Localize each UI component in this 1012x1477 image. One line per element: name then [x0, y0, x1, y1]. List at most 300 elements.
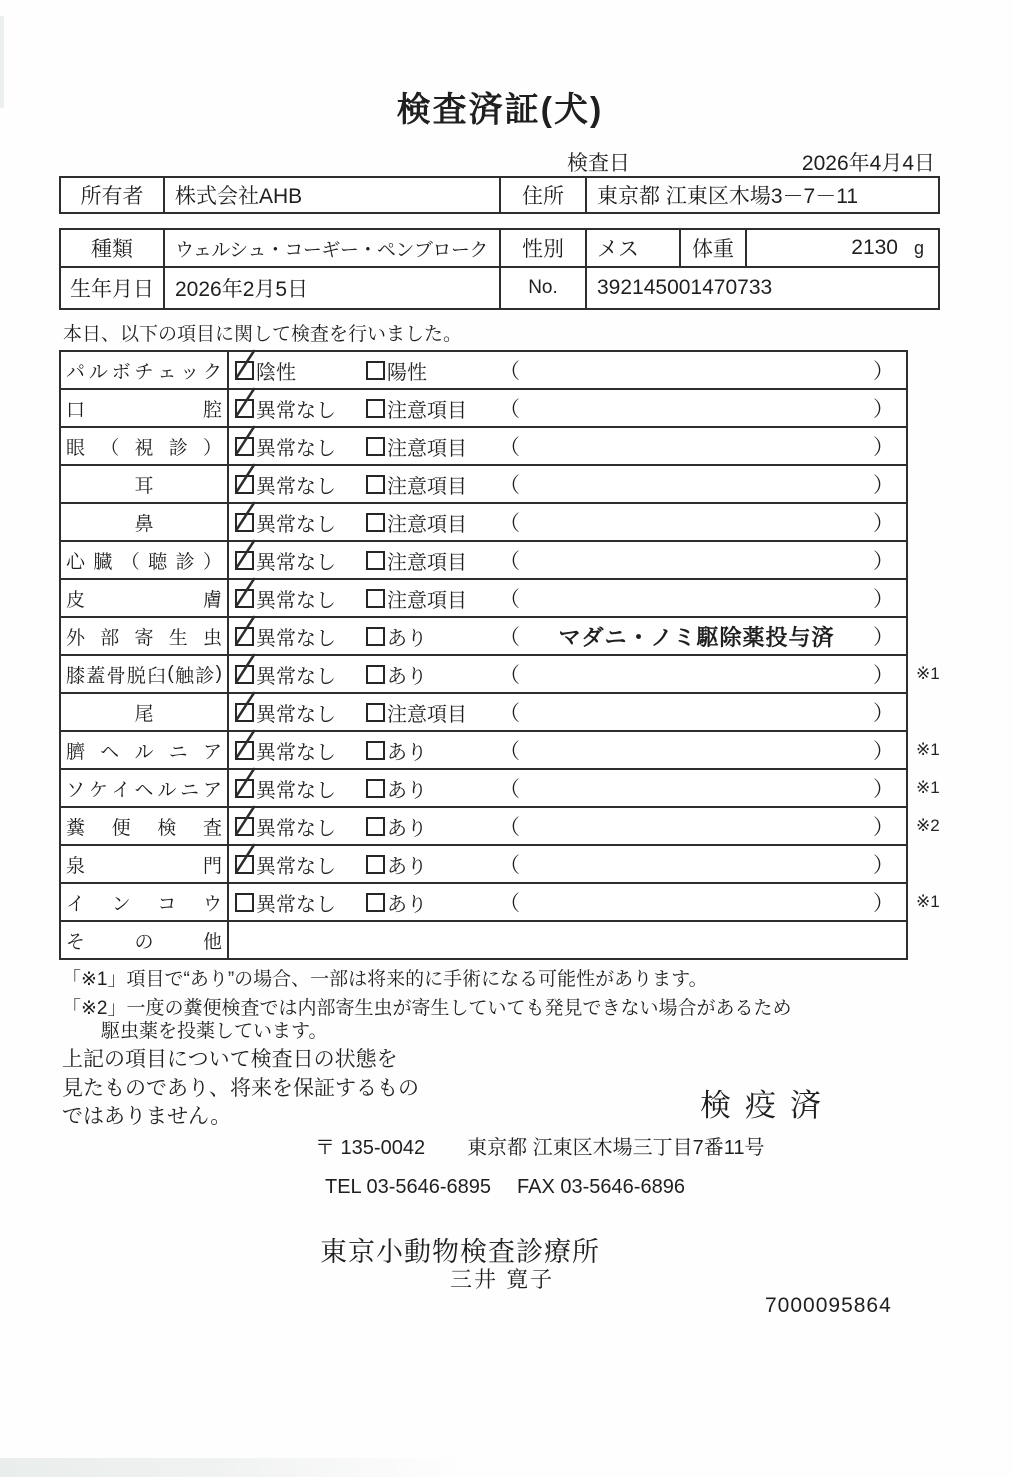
checkbox-icon [366, 741, 385, 760]
exam-option-1 [235, 888, 366, 917]
exam-item-char: チ [134, 361, 154, 383]
exam-option-1 [235, 546, 366, 575]
exam-item-char: 生 [168, 627, 188, 649]
exam-option-2 [366, 470, 499, 499]
footnote-2-line1: 「※2」一度の糞便検査では内部寄生虫が寄生していても発見できない場合があるため [62, 998, 792, 1019]
exam-option-2 [366, 812, 499, 841]
checkbox-icon [366, 361, 385, 380]
exam-item-char: 査 [202, 817, 222, 839]
exam-option-2 [366, 660, 499, 689]
exam-row [61, 844, 906, 882]
paren-field [499, 849, 906, 879]
page-title: 検査済証(犬) [396, 91, 604, 129]
exam-option-label: 異常なし [256, 741, 336, 764]
paren-open: （ [499, 512, 520, 535]
check-mark-icon [233, 805, 257, 837]
exam-option-label: 注意項目 [387, 513, 467, 536]
exam-option-label: 異常なし [256, 475, 336, 498]
exam-item-label [61, 884, 229, 920]
exam-option-label: 注意項目 [387, 399, 467, 422]
exam-item-label [61, 390, 229, 426]
exam-row [61, 730, 940, 768]
exam-item-char: ボ [111, 361, 131, 383]
check-mark-icon [233, 729, 257, 761]
checkbox-icon [366, 893, 385, 912]
exam-item-char: 門 [202, 855, 222, 877]
exam-item-char: 膝 [66, 665, 86, 687]
paren-open: （ [499, 664, 520, 687]
exam-option-2 [366, 546, 499, 575]
exam-row-content [229, 390, 906, 426]
exam-item-char: ケ [88, 779, 108, 801]
exam-item-char: 診 [168, 437, 188, 459]
exam-option-label: 異常なし [256, 665, 336, 688]
paren-open: （ [499, 816, 520, 839]
exam-item-char: ） [202, 437, 222, 459]
exam-option-1 [235, 432, 366, 461]
paren-close: ） [873, 436, 894, 459]
paren-open: （ [499, 398, 520, 421]
paren-field [499, 621, 906, 652]
exam-row [61, 578, 906, 616]
breed-label: 種類 [91, 238, 133, 261]
disclaimer-line: ではありません。 [62, 1105, 232, 1128]
exam-option-label: 注意項目 [387, 589, 467, 612]
exam-item-char: （ [120, 551, 140, 573]
exam-option-label: 異常なし [256, 589, 336, 612]
footnote-1: 「※1」項目で“あり”の場合、一部は将来的に手術になる可能性があります。 [62, 969, 708, 990]
paren-field [499, 659, 906, 689]
exam-option-1 [235, 660, 366, 689]
weight-label: 体重 [679, 230, 745, 266]
animal-table [59, 228, 940, 310]
birthdate-value: 2026年2月5日 [163, 268, 499, 308]
postal-code: 〒 135-0042 [315, 1137, 426, 1159]
exam-row-content [229, 846, 906, 882]
exam-item-char: イ [111, 779, 131, 801]
paren-field [499, 735, 906, 765]
exam-row [61, 616, 906, 654]
exam-option-label: 異常なし [256, 703, 336, 726]
footnote-mark: ※1 [916, 778, 940, 797]
exam-item-char: 診 [195, 665, 215, 687]
exam-option-1 [235, 812, 366, 841]
exam-option-label: 陽性 [387, 361, 427, 384]
check-mark-icon [233, 425, 257, 457]
checkbox-icon [366, 475, 385, 494]
exam-item-char: 骨 [106, 665, 126, 687]
exam-item-label [61, 922, 229, 958]
checkbox-icon [235, 399, 254, 418]
paren-open: （ [499, 702, 520, 725]
check-mark-icon [233, 615, 257, 647]
check-mark-icon [233, 349, 257, 381]
exam-item-char: ニ [180, 779, 200, 801]
paren-field [499, 773, 906, 803]
exam-item-char: ヘ [134, 779, 154, 801]
exam-row-content [229, 466, 906, 502]
exam-option-2 [366, 888, 499, 917]
exam-item-label [61, 732, 229, 768]
footnote-mark: ※1 [916, 892, 940, 911]
exam-item-label [61, 846, 229, 882]
exam-item-label [61, 656, 229, 692]
exam-item-label [61, 618, 229, 654]
exam-option-2 [366, 622, 499, 651]
exam-item-char: ル [134, 741, 154, 763]
intro-text: 本日、以下の項目に関して検査を行いました。 [63, 324, 463, 345]
owner-row [61, 178, 938, 212]
exam-item-label [61, 504, 229, 540]
checkbox-icon [366, 589, 385, 608]
exam-row [61, 882, 940, 920]
exam-option-2 [366, 432, 499, 461]
paren-field [499, 887, 906, 917]
exam-item-char: ( [167, 663, 174, 684]
scan-artifact-bottom-edge [0, 1458, 470, 1477]
paren-close: ） [873, 474, 894, 497]
exam-option-label: 異常なし [256, 779, 336, 802]
exam-option-1 [235, 394, 366, 423]
exam-row-content [229, 352, 906, 388]
checkbox-icon [235, 855, 254, 874]
exam-item-char: ニ [168, 741, 188, 763]
exam-table [59, 350, 940, 960]
paren-close: ） [873, 740, 894, 763]
check-mark-icon [233, 463, 257, 495]
clinic-address: 東京都 江東区木場三丁目7番11号 [467, 1137, 765, 1159]
exam-item-char: ア [202, 741, 222, 763]
exam-item-char: 眼 [66, 437, 86, 459]
paren-open: （ [499, 740, 520, 763]
exam-option-2 [366, 394, 499, 423]
paren-close: ） [873, 854, 894, 877]
exam-option-2 [366, 736, 499, 765]
exam-item-char: 泉 [66, 855, 86, 877]
disclaimer-line: 上記の項目について検査日の状態を [62, 1048, 398, 1071]
exam-option-2 [366, 774, 499, 803]
exam-row [61, 388, 906, 426]
exam-item-label [61, 352, 229, 388]
exam-option-label: 異常なし [256, 437, 336, 460]
exam-item-char: 虫 [202, 627, 222, 649]
exam-item-char: 聴 [148, 551, 168, 573]
checkbox-icon [366, 703, 385, 722]
weight-value: 2130 [851, 236, 898, 259]
checkbox-icon [235, 551, 254, 570]
exam-item-char: 腔 [202, 399, 222, 421]
exam-item-char: ソ [66, 779, 86, 801]
paren-close: ） [873, 816, 894, 839]
check-mark-icon [233, 843, 257, 875]
exam-row-content [229, 580, 906, 616]
exam-row-content [229, 808, 906, 844]
exam-row-content [229, 504, 906, 540]
exam-option-1 [235, 698, 366, 727]
exam-option-1 [235, 774, 366, 803]
clinic-fax: FAX 03-5646-6896 [517, 1176, 685, 1198]
exam-item-label [61, 808, 229, 844]
paren-field [499, 811, 906, 841]
exam-item-char: （ [100, 437, 120, 459]
exam-item-char: 口 [66, 399, 86, 421]
sex-label: 性別 [499, 230, 585, 266]
clinic-name: 東京小動物検査診療所 [320, 1237, 600, 1267]
weight-unit: g [913, 237, 924, 258]
owner-name: 株式会社AHB [163, 178, 499, 212]
exam-row [61, 920, 906, 958]
check-mark-icon [233, 387, 257, 419]
exam-item-char: パ [66, 361, 86, 383]
exam-row-content [229, 694, 906, 730]
exam-option-label: あり [387, 665, 427, 688]
checkbox-icon [366, 627, 385, 646]
exam-item-label [61, 428, 229, 464]
exam-item-char: 外 [66, 627, 86, 649]
exam-option-2 [366, 698, 499, 727]
exam-item-char: 耳 [134, 475, 154, 497]
paren-open: （ [499, 588, 520, 611]
number-value: 392145001470733 [585, 268, 938, 308]
address-label: 住所 [499, 178, 585, 212]
paren-field [499, 355, 906, 385]
paren-field [499, 469, 906, 499]
paren-close: ） [873, 550, 894, 573]
exam-option-label: 注意項目 [387, 703, 467, 726]
exam-row-content [229, 656, 906, 692]
exam-option-label: 注意項目 [387, 437, 467, 460]
footnote-mark: ※1 [916, 664, 940, 683]
owner-table [59, 176, 940, 214]
checkbox-icon [366, 855, 385, 874]
exam-item-char: 鼻 [134, 513, 154, 535]
exam-option-label: あり [387, 779, 427, 802]
exam-item-label [61, 580, 229, 616]
birthdate-label: 生年月日 [70, 278, 154, 301]
check-mark-icon [233, 577, 257, 609]
owner-address: 東京都 江東区木場3－7－11 [585, 178, 938, 212]
exam-option-label: あり [387, 893, 427, 916]
paren-field [499, 583, 906, 613]
exam-item-char: 蓋 [86, 665, 106, 687]
exam-row [61, 768, 940, 806]
checkbox-icon [366, 817, 385, 836]
exam-row [61, 540, 906, 578]
paren-close: ） [873, 892, 894, 915]
exam-item-char: の [134, 931, 154, 953]
exam-item-char: 心 [66, 551, 86, 573]
quarantine-stamp: 検疫済 [700, 1088, 835, 1123]
exam-row [61, 502, 906, 540]
exam-option-1 [235, 850, 366, 879]
exam-item-label [61, 466, 229, 502]
exam-option-label: あり [387, 855, 427, 878]
exam-option-1 [235, 584, 366, 613]
exam-item-label [61, 694, 229, 730]
exam-option-label: 注意項目 [387, 475, 467, 498]
exam-option-1 [235, 622, 366, 651]
paren-close: ） [873, 702, 894, 725]
exam-item-char: そ [66, 931, 86, 953]
exam-item-char: 寄 [134, 627, 154, 649]
exam-item-char: イ [66, 893, 86, 915]
exam-item-char: 皮 [66, 589, 86, 611]
exam-item-char: コ [157, 893, 177, 915]
exam-item-label [61, 542, 229, 578]
paren-close: ） [873, 588, 894, 611]
checkbox-icon [235, 779, 254, 798]
checkbox-icon [235, 361, 254, 380]
exam-item-char: 便 [111, 817, 131, 839]
checkbox-icon [235, 437, 254, 456]
footnote-2-line2: 駆虫薬を投薬しています。 [101, 1021, 328, 1042]
paren-open: （ [499, 436, 520, 459]
exam-row-content [229, 618, 906, 654]
exam-option-label: あり [387, 741, 427, 764]
exam-option-label: 異常なし [256, 627, 336, 650]
checkbox-icon [366, 779, 385, 798]
checkbox-icon [366, 513, 385, 532]
exam-option-1 [235, 356, 366, 385]
breed-row [61, 230, 938, 266]
exam-option-label: あり [387, 627, 427, 650]
owner-label: 所有者 [80, 185, 144, 208]
weight-cell [745, 230, 938, 266]
checkbox-icon [235, 893, 254, 912]
exam-item-char: ク [202, 361, 222, 383]
exam-option-1 [235, 508, 366, 537]
exam-item-label [61, 770, 229, 806]
checkbox-icon [235, 627, 254, 646]
tel-fax-line [325, 1176, 685, 1199]
exam-item-char: 臼 [147, 665, 167, 687]
exam-option-label: 異常なし [256, 893, 336, 916]
exam-option-2 [366, 356, 499, 385]
exam-item-char: ア [202, 779, 222, 801]
checkbox-icon [366, 551, 385, 570]
breed-value: ウェルシュ・コーギー・ペンブローク [163, 230, 499, 266]
clinic-address-line [315, 1131, 765, 1160]
exam-item-char: ル [88, 361, 108, 383]
exam-row [61, 426, 906, 464]
paren-open: （ [499, 474, 520, 497]
exam-item-char: ン [111, 893, 131, 915]
exam-item-char: 糞 [66, 817, 86, 839]
exam-row [61, 464, 906, 502]
scan-artifact-left-edge [0, 16, 4, 108]
exam-item-char: 脱 [126, 665, 146, 687]
exam-item-char: 検 [157, 817, 177, 839]
footnote-mark: ※1 [916, 740, 940, 759]
paren-field [499, 431, 906, 461]
exam-item-char: 視 [134, 437, 154, 459]
checkbox-icon [366, 665, 385, 684]
disclaimer-statement [62, 1046, 419, 1132]
paren-field [499, 507, 906, 537]
check-mark-icon [233, 653, 257, 685]
check-mark-icon [233, 501, 257, 533]
number-label: No. [499, 268, 585, 308]
checkbox-icon [235, 589, 254, 608]
paren-open: （ [499, 778, 520, 801]
exam-row-content [229, 428, 906, 464]
checkbox-icon [235, 817, 254, 836]
paren-open: （ [499, 626, 520, 649]
exam-row [61, 806, 940, 844]
birthdate-row [61, 266, 938, 308]
exam-option-label: あり [387, 817, 427, 840]
exam-item-char: 部 [100, 627, 120, 649]
paren-close: ） [873, 512, 894, 535]
checkbox-icon [235, 665, 254, 684]
exam-option-label: 異常なし [256, 817, 336, 840]
exam-option-2 [366, 508, 499, 537]
paren-field [499, 393, 906, 423]
exam-item-char: 臍 [66, 741, 86, 763]
exam-item-char: 診 [175, 551, 195, 573]
exam-row [61, 654, 940, 692]
exam-row-content [229, 922, 906, 958]
veterinarian-name: 三井 寛子 [450, 1267, 555, 1292]
exam-option-2 [366, 584, 499, 613]
check-mark-icon [233, 691, 257, 723]
document-number: 7000095864 [765, 1294, 892, 1317]
checkbox-icon [235, 703, 254, 722]
inspection-date-label: 検査日 [567, 152, 630, 175]
paren-open: （ [499, 892, 520, 915]
check-mark-icon [233, 539, 257, 571]
exam-item-char: 他 [202, 931, 222, 953]
paren-open: （ [499, 854, 520, 877]
exam-item-char: ル [157, 779, 177, 801]
exam-option-label: 注意項目 [387, 551, 467, 574]
paren-close: ） [873, 360, 894, 383]
checkbox-icon [235, 741, 254, 760]
exam-option-label: 異常なし [256, 399, 336, 422]
paren-close: ） [873, 778, 894, 801]
exam-option-2 [366, 850, 499, 879]
exam-option-label: 陰性 [256, 361, 296, 384]
exam-row-content [229, 542, 906, 578]
exam-row [61, 692, 906, 730]
exam-row-content [229, 770, 906, 806]
exam-option-1 [235, 736, 366, 765]
footnote-mark: ※2 [916, 816, 940, 835]
exam-row-content [229, 732, 906, 768]
checkbox-icon [235, 513, 254, 532]
paren-open: （ [499, 360, 520, 383]
inspection-date-value: 2026年4月4日 [801, 152, 935, 175]
exam-item-char: 尾 [134, 703, 154, 725]
exam-item-char: ヘ [100, 741, 120, 763]
exam-row [61, 352, 906, 388]
exam-option-label: 異常なし [256, 551, 336, 574]
exam-item-char: ウ [202, 893, 222, 915]
clinic-tel: TEL 03-5646-6895 [325, 1176, 492, 1198]
exam-item-char: ッ [180, 361, 200, 383]
paren-note: マダニ・ノミ駆除薬投与済 [558, 624, 835, 650]
exam-option-label: 異常なし [256, 855, 336, 878]
disclaimer-line: 見たものであり、将来を保証するもの [62, 1076, 419, 1100]
paren-close: ） [873, 664, 894, 687]
exam-option-1 [235, 470, 366, 499]
exam-item-char: 臓 [93, 551, 113, 573]
exam-item-char: 膚 [202, 589, 222, 611]
paren-open: （ [499, 550, 520, 573]
checkbox-icon [235, 475, 254, 494]
checkbox-icon [366, 437, 385, 456]
sex-value: メス [585, 230, 679, 266]
